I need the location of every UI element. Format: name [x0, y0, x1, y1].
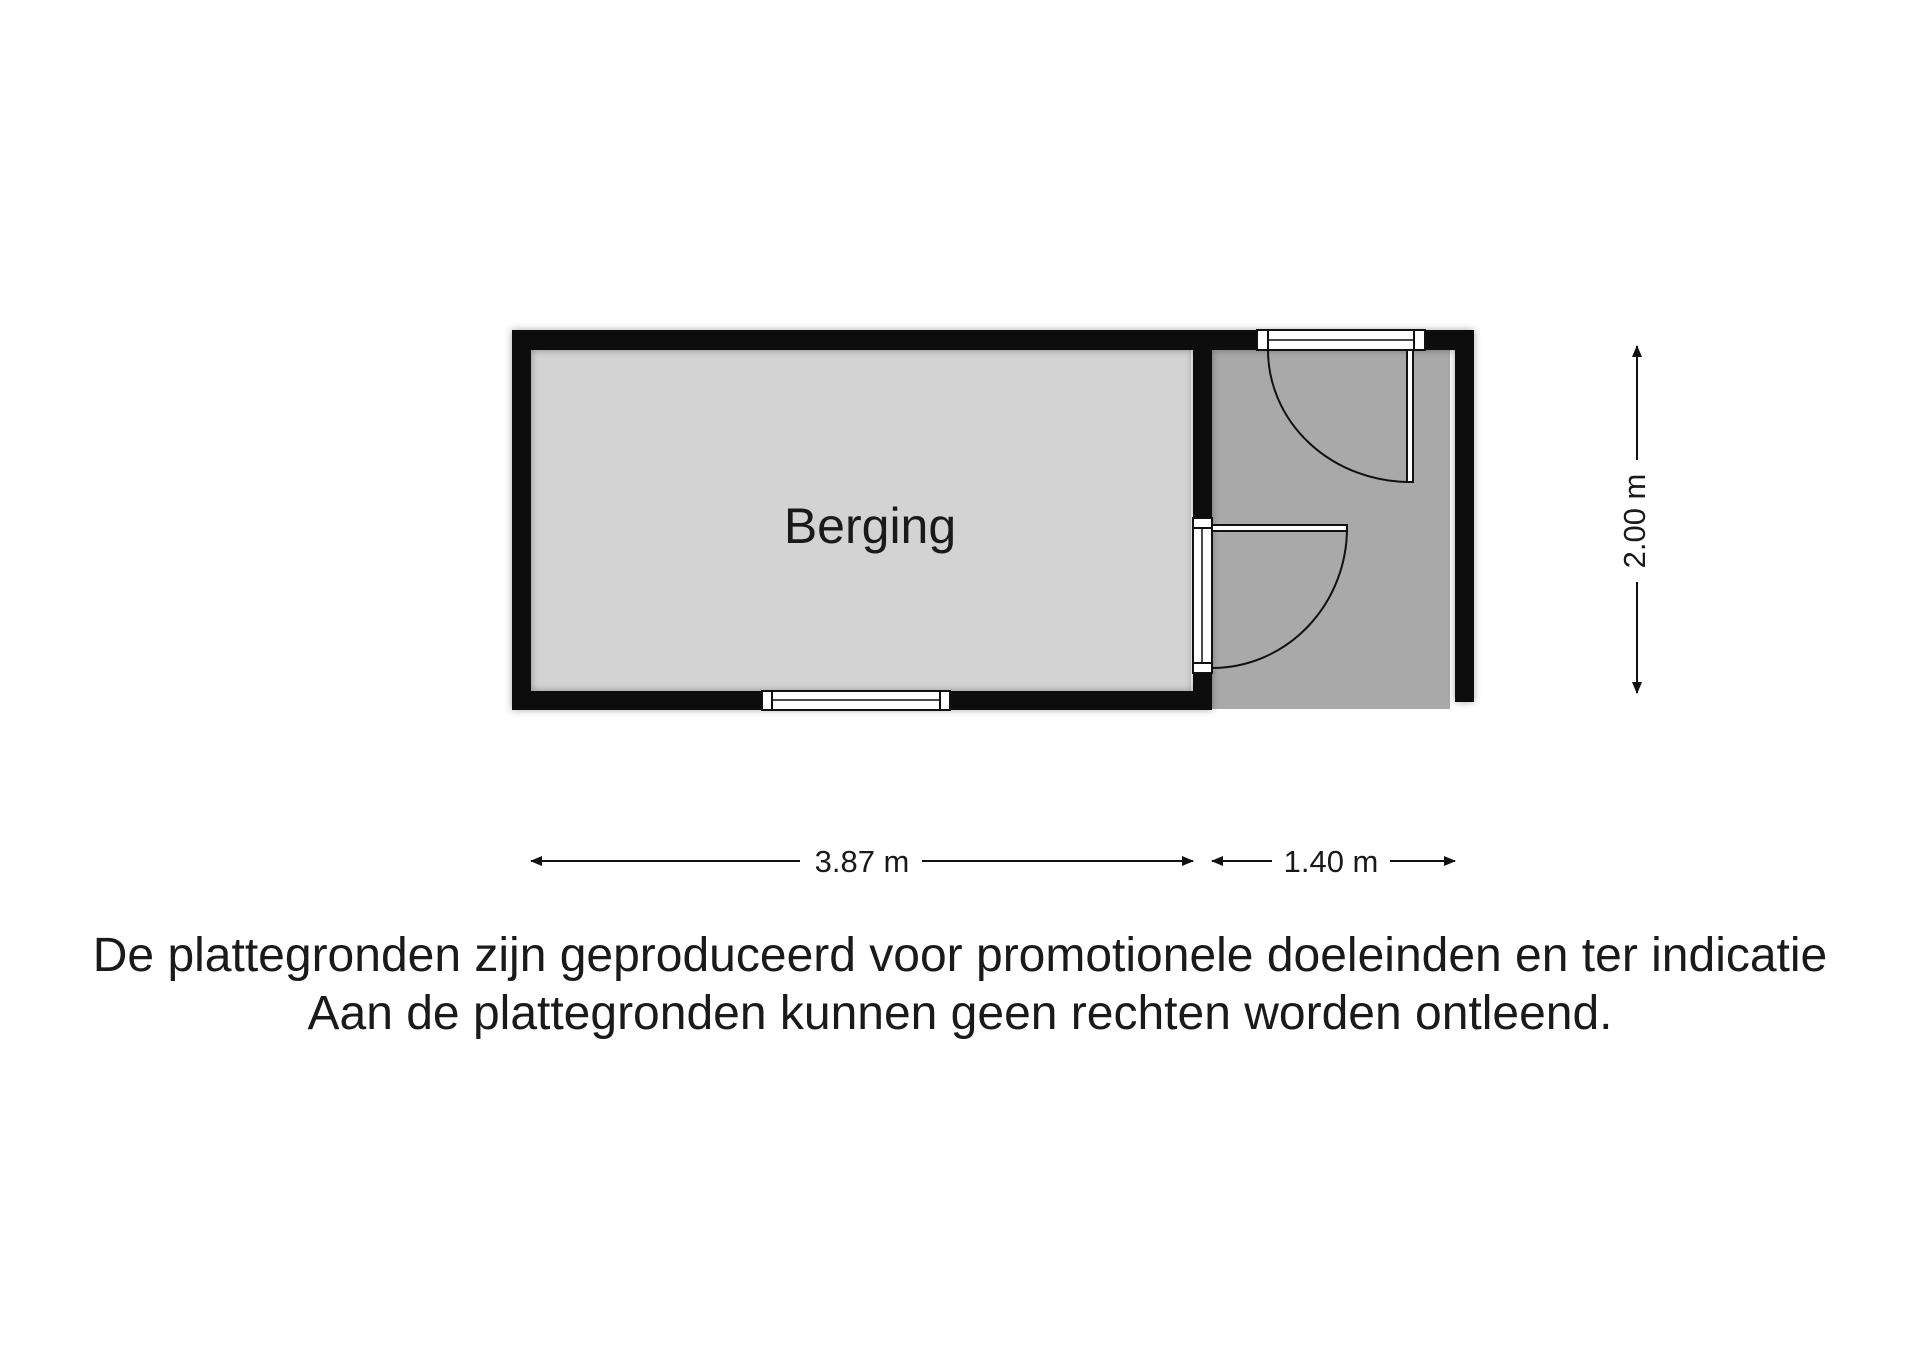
disclaimer-line-2: Aan de plattegronden kunnen geen rechten worden ontleend. [307, 987, 1613, 1040]
dimension-label-entrance-width: 1.40 m [1283, 844, 1379, 879]
dimension-label-main-width: 3.87 m [814, 844, 910, 879]
dimension-entrance-width [1212, 844, 1455, 879]
dimension-label-height: 2.00 m [1617, 473, 1653, 569]
window-bottom [762, 691, 950, 710]
dimension-main-width [531, 844, 1193, 879]
door-partition-opening [1193, 518, 1212, 673]
room-label-berging: Berging [783, 498, 957, 554]
door-top-opening [1257, 330, 1425, 350]
dimension-height [1617, 346, 1652, 693]
disclaimer-line-1: De plattegronden zijn geproduceerd voor promotionele doeleinden en ter indicatie [92, 929, 1828, 982]
